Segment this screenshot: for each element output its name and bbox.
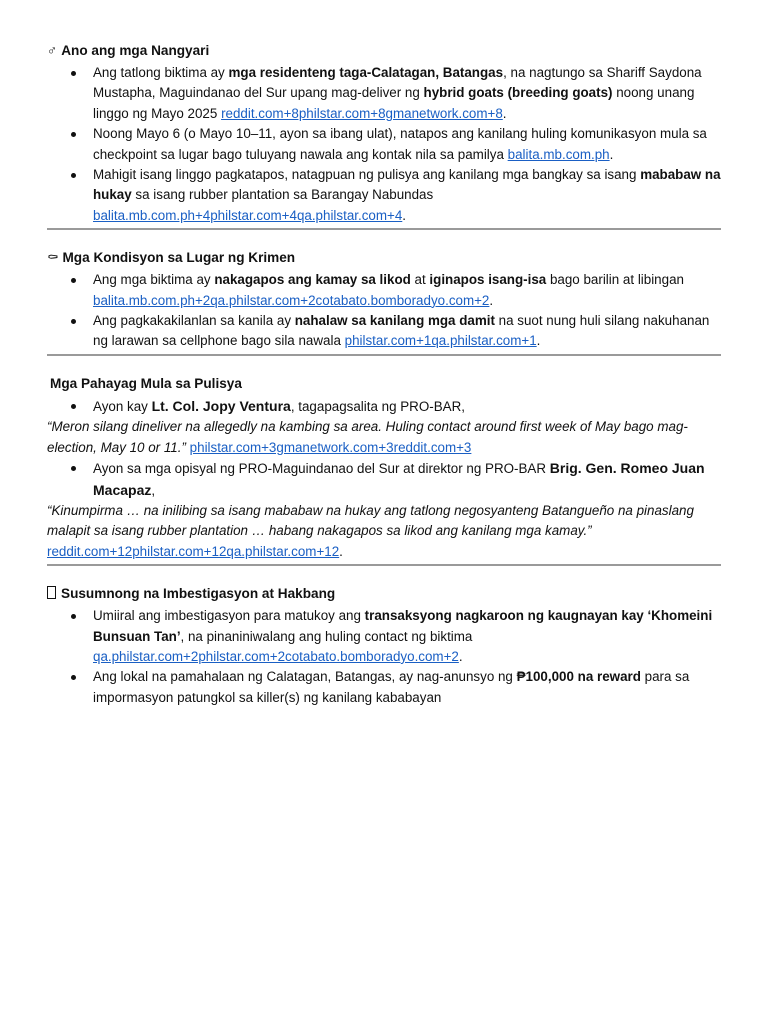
bullet-list-police-1 — [47, 396, 721, 417]
body-text: . — [489, 292, 494, 308]
section-heading-investigation — [47, 584, 721, 604]
source-link[interactable]: reddit.com+12philstar.com+12qa.philstar.com+12 — [47, 543, 340, 559]
body-text: . — [458, 648, 463, 664]
section-heading-text: Ano ang mga Nangyari — [61, 43, 210, 58]
quote-macapaz — [47, 501, 721, 562]
male-sign-icon: ♂ — [47, 43, 58, 58]
section-divider — [47, 228, 721, 230]
body-text: Ang tatlong biktima ay — [93, 65, 229, 80]
list-item — [47, 165, 721, 226]
body-text: Ang lokal na pamahalaan ng Calatagan, Batangas, ay nag-anunsyo ng — [93, 669, 517, 685]
list-item — [47, 124, 721, 165]
body-text: na suot nung huli silang nakuhanan ng larawan sa cellphone bago sila nawala — [93, 313, 710, 349]
body-text: Ang mga biktima ay — [93, 272, 215, 288]
section-divider — [47, 564, 721, 566]
body-text: , na nagtungo sa Shariff Saydona Mustapha, Maguindanao del Sur upang mag-deliver ng — [93, 65, 702, 101]
bullet-list-crime-scene — [47, 270, 721, 352]
section-heading-text: Susumnong na Imbestigasyon at Hakbang — [61, 586, 336, 602]
body-text: Ayon kay — [93, 398, 152, 414]
coffin-icon: ⚰ — [47, 250, 59, 266]
body-text: bago barilin at libingan — [546, 272, 684, 288]
list-item — [47, 311, 721, 352]
bold-text: ₱100,000 na reward — [516, 669, 641, 685]
body-text: . — [502, 105, 507, 121]
section-heading-text: Mga Kondisyon sa Lugar ng Krimen — [62, 250, 296, 266]
section-heading-police-statements — [47, 374, 721, 394]
bold-text: nakagapos ang kamay sa likod — [214, 272, 411, 288]
bold-text: nahalaw sa kanilang mga damit — [294, 313, 495, 329]
quote-ventura — [47, 417, 721, 458]
source-link[interactable]: balita.mb.com.ph+2qa.philstar.com+2cotabato.bomboradyo.com+2 — [93, 292, 490, 308]
body-text: Ayon sa mga opisyal ng PRO-Maguindanao del Sur at direktor ng PRO-BAR — [93, 461, 550, 477]
bold-text: Lt. Col. Jopy Ventura — [151, 397, 291, 414]
quote-text: “Kinumpirma … na inilibing sa isang mababaw na hukay ang tatlong negosyanteng Batangueño na pinaslang malapit sa isang rubber plantation … habang nakagapos sa likod ang kanilang mga kamay.” — [47, 502, 694, 539]
list-item — [47, 270, 721, 311]
quote-text: “Meron silang dineliver na allegedly na kambing sa area. Huling contact around first week of May bago mag-election, May 10 or 11.” — [47, 419, 688, 455]
list-item — [47, 63, 721, 124]
list-item — [47, 396, 721, 417]
body-text: Noong Mayo 6 (o Mayo 10–11, ayon sa ibang ulat), natapos ang kanilang huling komunikasyon mula sa checkpoint sa lugar bago tuluyang nawala ang kontak nila sa pamilya — [93, 126, 707, 162]
body-text: Mahigit isang linggo pagkatapos, natagpuan ng pulisya ang kanilang mga bangkay sa isang — [93, 167, 641, 183]
section-heading-text: Mga Pahayag Mula sa Pulisya — [50, 375, 242, 391]
section-heading-crime-scene — [47, 248, 721, 268]
body-text: , na pinaniniwalang ang huling contact ng biktima — [180, 628, 473, 644]
body-text: Umiiral ang imbestigasyon para matukoy ang — [93, 608, 365, 624]
source-link[interactable]: balita.mb.com.ph — [507, 146, 610, 162]
body-text: sa isang rubber plantation sa Barangay Nabundas — [131, 187, 434, 203]
source-link[interactable]: philstar.com+1qa.philstar.com+1 — [344, 333, 537, 349]
bullet-list-investigation — [47, 606, 721, 708]
list-item — [47, 606, 721, 667]
source-link[interactable]: philstar.com+3gmanetwork.com+3reddit.com+3 — [189, 439, 472, 455]
list-item — [47, 458, 721, 501]
bold-text: hybrid goats (breeding goats) — [423, 85, 613, 101]
body-text: . — [402, 207, 407, 223]
bold-text: mababaw na hukay — [93, 167, 721, 203]
bullet-list-police-2 — [47, 458, 721, 501]
source-link[interactable]: balita.mb.com.ph+4philstar.com+4qa.philstar.com+4 — [93, 207, 403, 223]
body-text: Ang pagkakakilanlan sa kanila ay — [93, 313, 295, 329]
body-text: at — [410, 272, 430, 288]
missing-glyph-icon — [47, 586, 56, 599]
bullet-list-what-happened — [47, 63, 721, 226]
bold-text: mga residenteng taga-Calatagan, Batangas — [228, 65, 504, 80]
section-heading-what-happened — [47, 41, 721, 61]
body-text: , tagapagsalita ng PRO-BAR, — [290, 398, 465, 414]
list-item — [47, 667, 721, 708]
bold-text: transaksyong nagkaroon ng kaugnayan kay ‘Khomeini Bunsuan Tan’ — [93, 608, 713, 644]
body-text: . — [339, 543, 343, 559]
source-link[interactable]: qa.philstar.com+2philstar.com+2cotabato.bomboradyo.com+2 — [93, 648, 459, 664]
body-text: . — [536, 333, 541, 349]
bold-text: iginapos isang-isa — [429, 272, 547, 288]
body-text: noong unang linggo ng Mayo 2025 — [93, 85, 695, 121]
bold-text: Brig. Gen. Romeo Juan Macapaz — [93, 460, 705, 498]
body-text: , — [151, 482, 156, 498]
body-text: para sa impormasyon patungkol sa killer(s) ng kanilang kababayan — [93, 669, 690, 705]
section-divider — [47, 354, 721, 356]
body-text: . — [609, 146, 614, 162]
source-link[interactable]: reddit.com+8philstar.com+8gmanetwork.com+8 — [221, 105, 503, 121]
